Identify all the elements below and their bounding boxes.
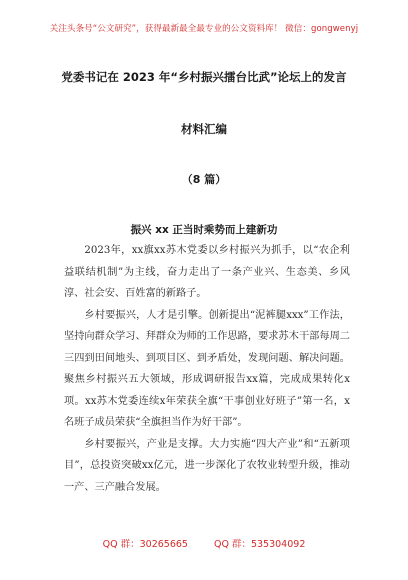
article-count: （8 篇） [181, 173, 227, 186]
document-subtitle: 材料汇编 [181, 122, 227, 136]
qq-group-1-text: QQ 群：30265665 [102, 539, 188, 550]
section-heading: 振兴 xx 正当时乘势而上建新功 [130, 224, 278, 236]
document-title: 党委书记在 2023 年“乡村振兴擂台比武”论坛上的发言 [61, 70, 347, 84]
paragraph-2: 乡村要振兴，人才是引擎。创新提出“泥裤腿xxx”工作法，坚持向群众学习、拜群众为师的工作思路，要求苏木干部每周二三四到田间地头、到项目区、到矛盾处，发现问题、解决问题。聚焦乡村振兴五大领域，形成调研报告xx篇，完成成果转化x项。xx苏木党委连续x年荣获全旗“干事创业好班子”第一名，x 名班子成员荣获“全旗担当作为好干部”。 [64, 309, 350, 428]
paragraph-3: 乡村要振兴，产业是支撑。大力实施“四大产业”和“五新项目”，总投资突破xx亿元，进一步深化了农牧业转型升级，推动一产、三产融合发展。 [64, 438, 350, 493]
footer-contact [0, 536, 408, 550]
qq-group-2-text: QQ 群：535304092 [213, 539, 306, 550]
header-banner[interactable]: 关注头条号“公文研究”，获得最新最全最专业的公文资料库！ 微信：gongwenyj [49, 24, 359, 34]
paragraph-1: 2023年，xx旗xx苏木党委以乡村振兴为抓手，以“农企利益联结机制”为主线，奋力走出了一条产业兴、生态美、乡风淳、社会安、百姓富的新路子。 [64, 245, 350, 299]
document-body [64, 240, 350, 498]
